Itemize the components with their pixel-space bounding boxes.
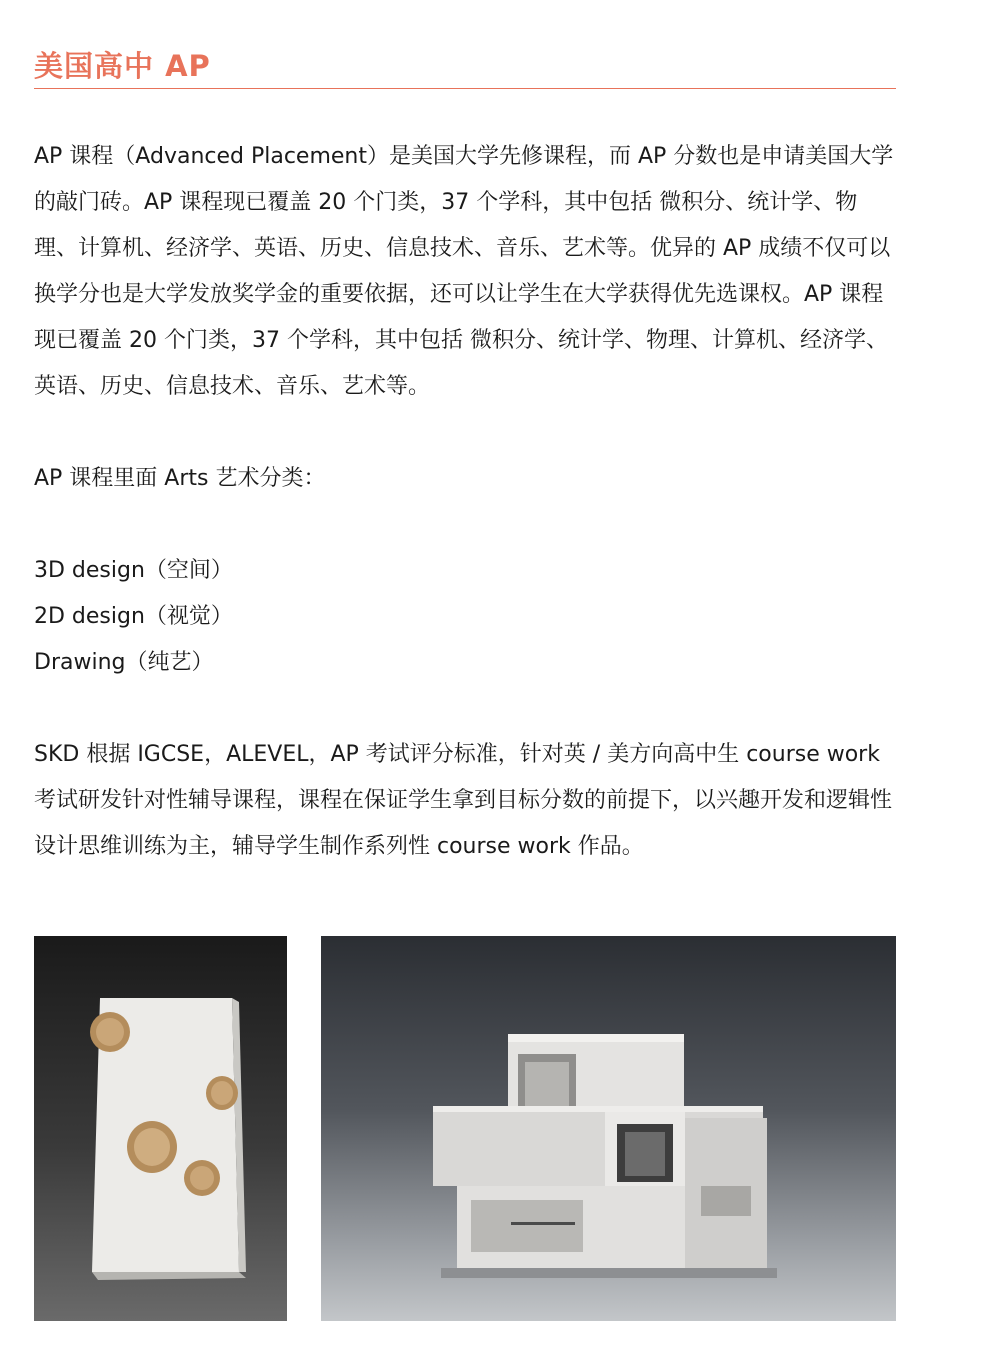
title-divider [34, 88, 896, 89]
artwork-photo-wood-block [34, 936, 287, 1321]
intro-paragraph: AP 课程（Advanced Placement）是美国大学先修课程，而 AP 分数也是申请美国大学的敲门砖。AP 课程现已覆盖 20 个门类，37 个学科，其中包括 微积分、统计学、物理、计算机、经济学、英语、历史、信息技术、音乐、艺术等。优异的 AP 成绩不仅可以换学分也是大学发放奖学金的重要依据，还可以让学生在大学获得优先选课权。AP 课程现已覆盖 20 个门类，37 个学科，其中包括 微积分、统计学、物理、计算机、经济学、英语、历史、信息技术、音乐、艺术等。 [34, 144, 894, 399]
arts-heading: AP 课程里面 Arts 艺术分类： [34, 466, 326, 491]
page-title: 美国高中 AP [34, 49, 211, 83]
arts-category-3d: 3D design（空间） [34, 558, 233, 583]
artwork-photo-plaster-sculpture [321, 936, 896, 1321]
article-body [34, 134, 898, 870]
arts-category-drawing: Drawing（纯艺） [34, 650, 214, 675]
arts-category-2d: 2D design（视觉） [34, 604, 233, 629]
skd-paragraph: SKD 根据 IGCSE，ALEVEL，AP 考试评分标准，针对英 / 美方向高中生 course work 考试研发针对性辅导课程，课程在保证学生拿到目标分数的前提下，以兴趣开发和逻辑性设计思维训练为主，辅导学生制作系列性 course work 作品。 [34, 742, 893, 859]
